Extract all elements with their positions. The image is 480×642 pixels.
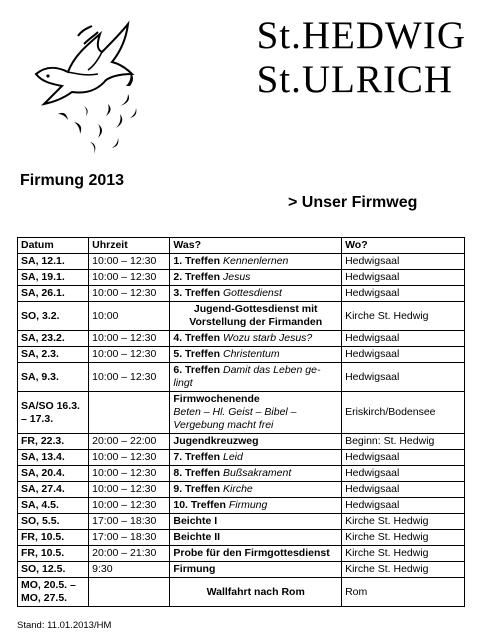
cell-date: FR, 10.5. <box>18 530 89 546</box>
event-title: 5. Treffen <box>173 348 221 360</box>
column-header-time: Uhrzeit <box>89 238 170 254</box>
schedule-body <box>18 254 465 607</box>
cell-date: SA, 26.1. <box>18 286 89 302</box>
cell-time: 10:00 – 12:30 <box>89 331 170 347</box>
cell-what <box>170 498 342 514</box>
event-topic: Beten – Hl. Geist – Bibel – Vergebung macht frei <box>173 406 297 431</box>
table-row <box>18 530 465 546</box>
cell-time: 20:00 – 21:30 <box>89 546 170 562</box>
cell-what <box>170 254 342 270</box>
event-title: 8. Treffen <box>173 467 221 479</box>
event-topic: Kennenlernen <box>222 255 289 267</box>
table-row <box>18 302 465 331</box>
column-header-date: Datum <box>18 238 89 254</box>
parish-logo-text <box>257 14 466 102</box>
table-row <box>18 498 465 514</box>
cell-what <box>170 286 342 302</box>
table-row <box>18 363 465 392</box>
table-row <box>18 392 465 434</box>
cell-time: 17:00 – 18:30 <box>89 514 170 530</box>
cell-what <box>170 546 342 562</box>
cell-place: Hedwigsaal <box>342 498 465 514</box>
cell-time: 10:00 – 12:30 <box>89 347 170 363</box>
cell-what <box>170 482 342 498</box>
event-topic: Firmung <box>228 499 268 511</box>
cell-what <box>170 347 342 363</box>
cell-date: SO, 5.5. <box>18 514 89 530</box>
cell-date: SA, 9.3. <box>18 363 89 392</box>
cell-time: 20:00 – 22:00 <box>89 434 170 450</box>
cell-time: 10:00 – 12:30 <box>89 498 170 514</box>
cell-place: Hedwigsaal <box>342 270 465 286</box>
column-header-where: Wo? <box>342 238 465 254</box>
table-row <box>18 562 465 578</box>
table-row <box>18 331 465 347</box>
table-header-row <box>18 238 465 254</box>
cell-place: Kirche St. Hedwig <box>342 546 465 562</box>
page-title: Firmung 2013 <box>20 172 125 189</box>
cell-time <box>89 578 170 607</box>
event-topic: Gottesdienst <box>222 287 282 299</box>
event-title: Firmung <box>173 563 216 575</box>
cell-time: 10:00 – 12:30 <box>89 450 170 466</box>
table-row <box>18 254 465 270</box>
table-row <box>18 466 465 482</box>
event-topic: Wozu starb Jesus? <box>222 332 313 344</box>
table-row <box>18 546 465 562</box>
table-row <box>18 286 465 302</box>
cell-place: Kirche St. Hedwig <box>342 562 465 578</box>
table-row <box>18 347 465 363</box>
schedule-table <box>17 237 465 607</box>
footer-status: Stand: 11.01.2013/HM <box>17 620 112 631</box>
cell-place: Kirche St. Hedwig <box>342 530 465 546</box>
cell-what <box>170 530 342 546</box>
event-title: Probe für den Firmgottesdienst <box>173 547 330 559</box>
event-title: Jugendkreuzweg <box>173 435 259 447</box>
event-title: 4. Treffen <box>173 332 221 344</box>
event-topic: Damit das Leben ge-lingt <box>173 364 321 389</box>
cell-date: SA, 2.3. <box>18 347 89 363</box>
cell-place: Hedwigsaal <box>342 482 465 498</box>
cell-date: SA, 20.4. <box>18 466 89 482</box>
cell-what <box>170 331 342 347</box>
cell-what <box>170 578 342 607</box>
cell-date: SO, 12.5. <box>18 562 89 578</box>
event-title: 7. Treffen <box>173 451 221 463</box>
event-title: Beichte II <box>173 531 221 543</box>
cell-place: Hedwigsaal <box>342 466 465 482</box>
table-row <box>18 434 465 450</box>
table-row <box>18 578 465 607</box>
cell-date: FR, 22.3. <box>18 434 89 450</box>
cell-date: SO, 3.2. <box>18 302 89 331</box>
cell-date: SA, 23.2. <box>18 331 89 347</box>
event-title: 2. Treffen <box>173 271 221 283</box>
cell-time: 9:30 <box>89 562 170 578</box>
event-title: 1. Treffen <box>173 255 221 267</box>
cell-what <box>170 392 342 434</box>
event-topic: Kirche <box>222 483 253 495</box>
cell-time <box>89 392 170 434</box>
cell-what <box>170 434 342 450</box>
cell-place: Hedwigsaal <box>342 347 465 363</box>
cell-place: Hedwigsaal <box>342 286 465 302</box>
cell-what <box>170 270 342 286</box>
event-topic: Leid <box>222 451 243 463</box>
cell-date: SA, 4.5. <box>18 498 89 514</box>
column-header-what: Was? <box>170 238 342 254</box>
cell-place: Rom <box>342 578 465 607</box>
cell-date: SA, 27.4. <box>18 482 89 498</box>
parish-name-line2: St.ULRICH <box>256 58 454 101</box>
cell-place: Beginn: St. Hedwig <box>342 434 465 450</box>
event-title: Firmwochenende <box>173 393 260 405</box>
table-row <box>18 514 465 530</box>
cell-date: SA, 19.1. <box>18 270 89 286</box>
event-title: 3. Treffen <box>173 287 221 299</box>
cell-time: 10:00 – 12:30 <box>89 286 170 302</box>
cell-place: Hedwigsaal <box>342 450 465 466</box>
event-title: Jugend-Gottesdienst mit Vorstellung der Firmanden <box>189 303 323 328</box>
cell-what <box>170 363 342 392</box>
event-topic: Bußsakrament <box>222 467 292 479</box>
table-row <box>18 450 465 466</box>
cell-time: 10:00 – 12:30 <box>89 466 170 482</box>
cell-place: Hedwigsaal <box>342 254 465 270</box>
page-subtitle: > Unser Firmweg <box>288 194 418 211</box>
table-row <box>18 482 465 498</box>
event-title: Wallfahrt nach Rom <box>206 585 305 598</box>
cell-place: Kirche St. Hedwig <box>342 514 465 530</box>
cell-place: Hedwigsaal <box>342 363 465 392</box>
cell-date: SA/SO 16.3. – 17.3. <box>18 392 89 434</box>
cell-date: SA, 12.1. <box>18 254 89 270</box>
cell-date: SA, 13.4. <box>18 450 89 466</box>
event-title: Beichte I <box>173 515 218 527</box>
cell-place: Hedwigsaal <box>342 331 465 347</box>
cell-place: Eriskirch/Bodensee <box>342 392 465 434</box>
cell-date: FR, 10.5. <box>18 546 89 562</box>
cell-what <box>170 562 342 578</box>
dove-with-flames-icon <box>28 16 148 166</box>
cell-time: 10:00 – 12:30 <box>89 482 170 498</box>
event-topic: Christentum <box>222 348 280 360</box>
parish-name-line1: St.HEDWIG <box>256 14 466 57</box>
cell-time: 10:00 <box>89 302 170 331</box>
table-row <box>18 270 465 286</box>
cell-time: 10:00 – 12:30 <box>89 363 170 392</box>
cell-time: 17:00 – 18:30 <box>89 530 170 546</box>
event-topic: Jesus <box>222 271 251 283</box>
cell-time: 10:00 – 12:30 <box>89 270 170 286</box>
cell-what <box>170 450 342 466</box>
event-title: 10. Treffen <box>173 499 226 511</box>
cell-what <box>170 514 342 530</box>
cell-time: 10:00 – 12:30 <box>89 254 170 270</box>
cell-place: Kirche St. Hedwig <box>342 302 465 331</box>
event-title: 6. Treffen <box>173 364 221 376</box>
cell-what <box>170 302 342 331</box>
cell-date: MO, 20.5. – MO, 27.5. <box>18 578 89 607</box>
event-title: 9. Treffen <box>173 483 221 495</box>
cell-what <box>170 466 342 482</box>
